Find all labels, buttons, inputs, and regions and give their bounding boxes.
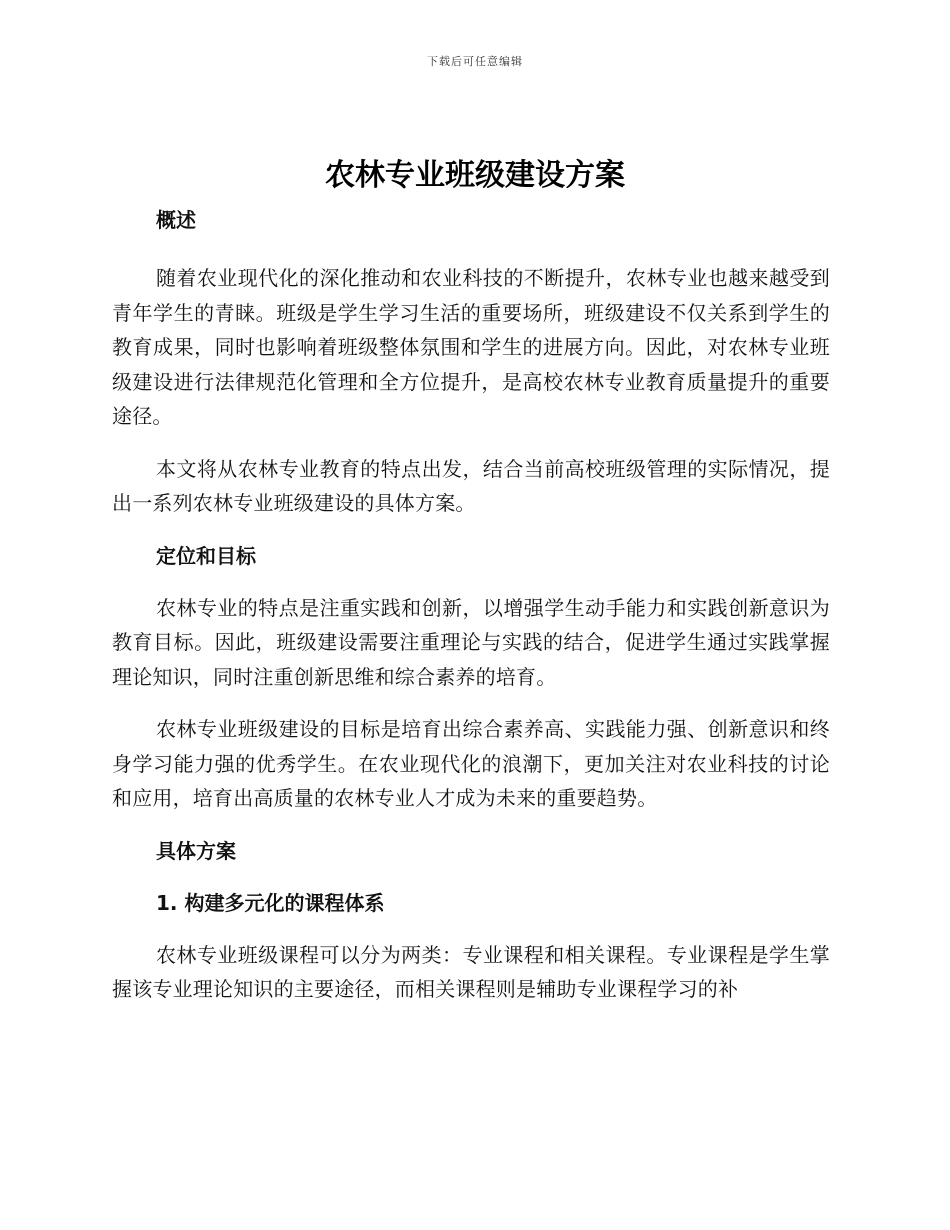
paragraph: 随着农业现代化的深化推动和农业科技的不断提升，农林专业也越来越受到青年学生的青睐。班级是学生学习生活的重要场所，班级建设不仅关系到学生的教育成果，同时也影响着班级整体氛围和学生的进展方向。因此，对农林专业班级建设进行法律规范化管理和全方位提升，是高校农林专业教育质量提升的重要途径。 xyxy=(112,266,830,428)
subsection-heading-curriculum: 1. 构建多元化的课程体系 xyxy=(156,890,385,915)
paragraph: 本文将从农林专业教育的特点出发，结合当前高校班级管理的实际情况，提出一系列农林专业班级建设的具体方案。 xyxy=(112,456,830,515)
paragraph: 农林专业班级建设的目标是培育出综合素养高、实践能力强、创新意识和终身学习能力强的优秀学生。在农业现代化的浪潮下，更加关注对农业科技的讨论和应用，培育出高质量的农林专业人才成为未来的重要趋势。 xyxy=(112,717,830,810)
section-heading-positioning: 定位和目标 xyxy=(156,543,256,568)
section-heading-overview: 概述 xyxy=(156,208,196,232)
paragraph: 农林专业班级课程可以分为两类：专业课程和相关课程。专业课程是学生掌握该专业理论知识的主要途径，而相关课程则是辅助专业课程学习的补 xyxy=(112,942,830,1001)
document-title: 农林专业班级建设方案 xyxy=(325,158,625,193)
page-header: 下载后可任意编辑 xyxy=(427,55,523,68)
document-body xyxy=(112,203,830,1007)
paragraph: 农林专业的特点是注重实践和创新，以增强学生动手能力和实践创新意识为教育目标。因此，班级建设需要注重理论与实践的结合，促进学生通过实践掌握理论知识，同时注重创新思维和综合素养的培育。 xyxy=(112,595,830,689)
section-heading-plan: 具体方案 xyxy=(156,838,236,863)
